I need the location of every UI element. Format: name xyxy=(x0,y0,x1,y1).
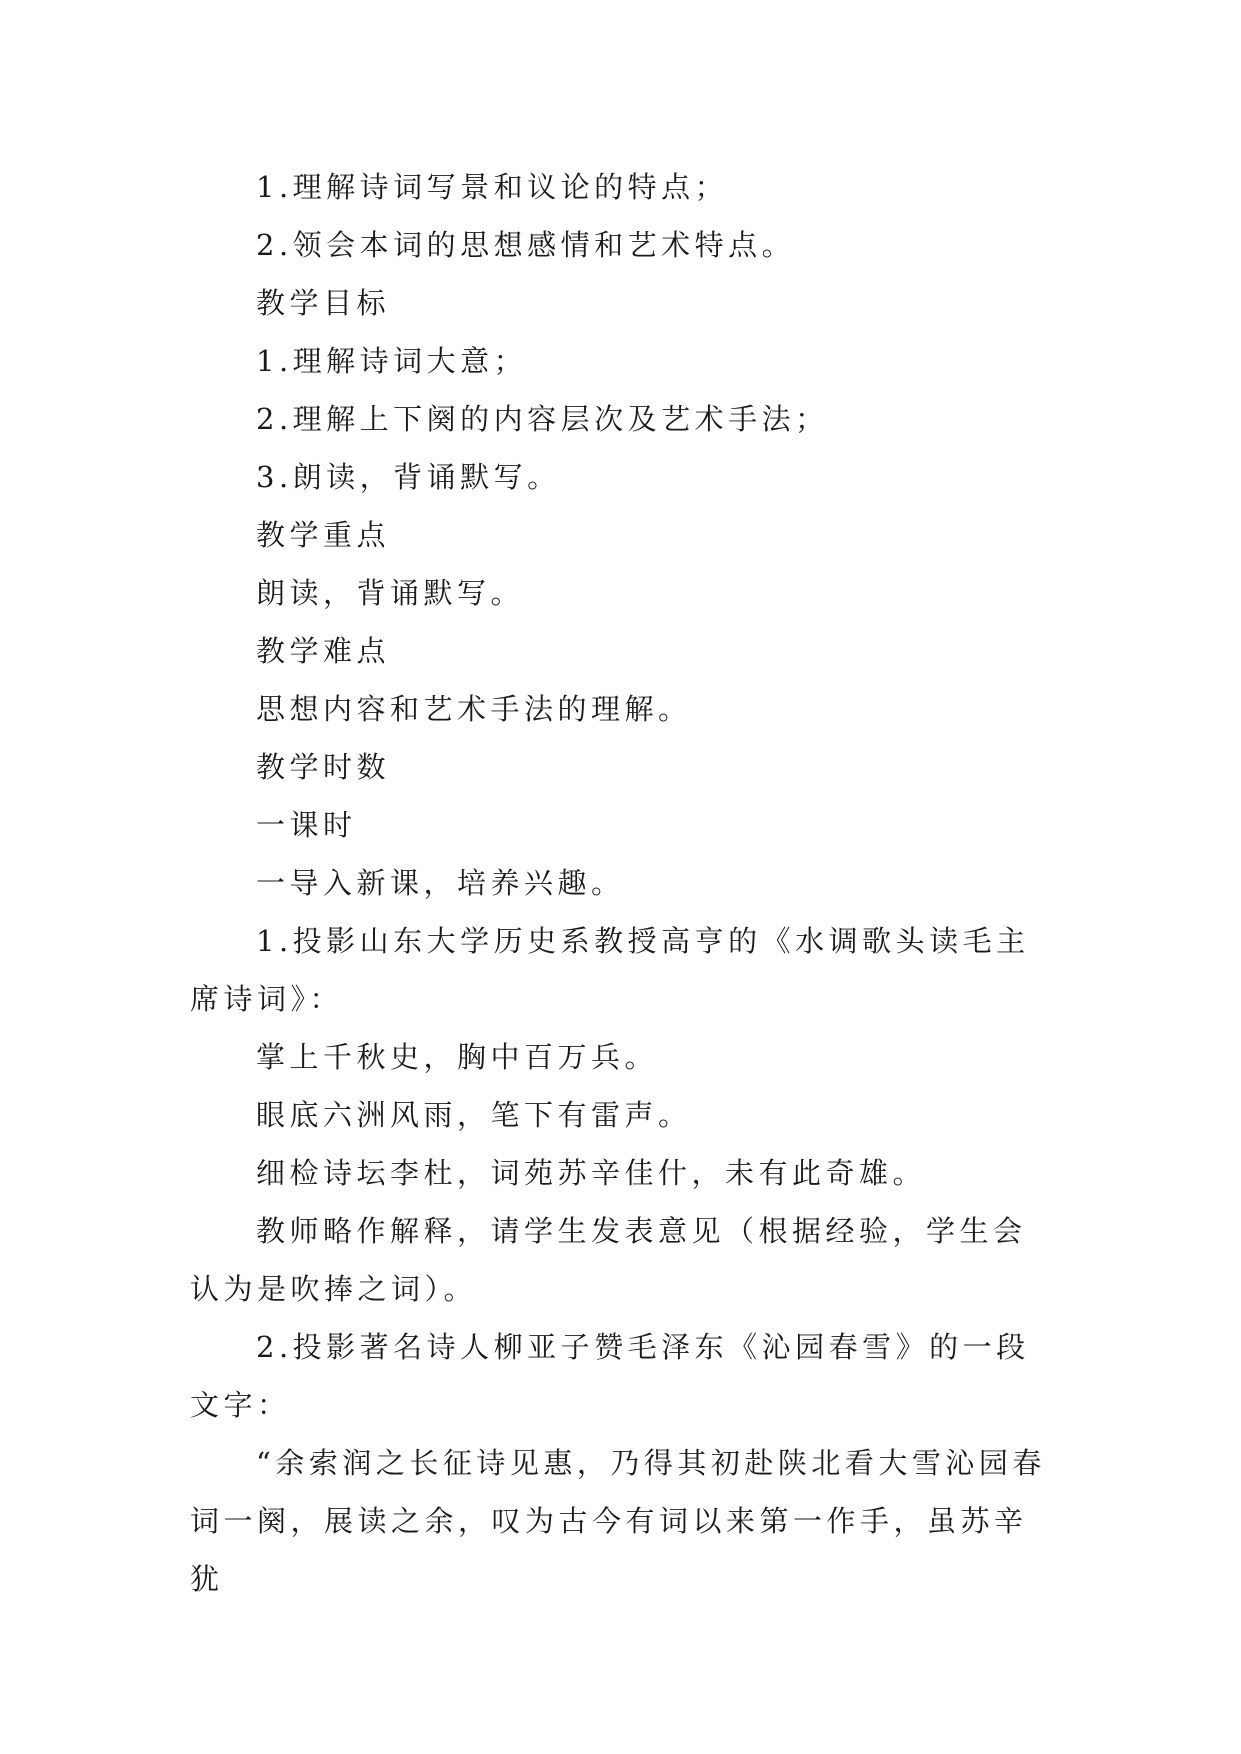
heading-difficulties: 教学难点 xyxy=(256,634,391,668)
paragraph-difficulties: 思想内容和艺术手法的理解。 xyxy=(256,692,692,726)
paragraph-class-hours: 一课时 xyxy=(256,808,357,842)
paragraph-goal-1: 1.理解诗词大意； xyxy=(256,344,528,378)
heading-key-points: 教学重点 xyxy=(256,518,391,552)
paragraph-objective-1: 1.理解诗词写景和议论的特点； xyxy=(256,170,729,204)
heading-teaching-goals: 教学目标 xyxy=(256,286,391,320)
poem-line-2: 眼底六洲风雨，笔下有雷声。 xyxy=(256,1098,692,1132)
paragraph-goal-2: 2.理解上下阕的内容层次及艺术手法； xyxy=(256,402,829,436)
paragraph-objective-2: 2.领会本词的思想感情和艺术特点。 xyxy=(256,228,796,262)
paragraph-quote: “余索润之长征诗见惠，乃得其初赴陕北看大雪沁园春词一阕，展读之余，叹为古今有词以来第一作手，虽苏辛犹 xyxy=(190,1446,1046,1596)
heading-class-hours: 教学时数 xyxy=(256,750,391,784)
paragraph-intro: 一导入新课，培养兴趣。 xyxy=(256,866,625,900)
poem-line-1: 掌上千秋史，胸中百万兵。 xyxy=(256,1040,659,1074)
paragraph-goal-3: 3.朗读，背诵默写。 xyxy=(256,460,561,494)
document-body xyxy=(190,158,1053,1608)
poem-line-3: 细检诗坛李杜，词苑苏辛佳什，未有此奇雄。 xyxy=(256,1156,927,1190)
paragraph-projection-1: 1.投影山东大学历史系教授高亨的《水调歌头读毛主席诗词》： xyxy=(190,924,1030,1016)
paragraph-projection-2: 2.投影著名诗人柳亚子赞毛泽东《沁园春雪》的一段文字： xyxy=(190,1330,1030,1422)
paragraph-teacher-note: 教师略作解释，请学生发表意见（根据经验，学生会认为是吹捧之词）。 xyxy=(190,1214,1027,1306)
paragraph-key-points: 朗读，背诵默写。 xyxy=(256,576,525,610)
